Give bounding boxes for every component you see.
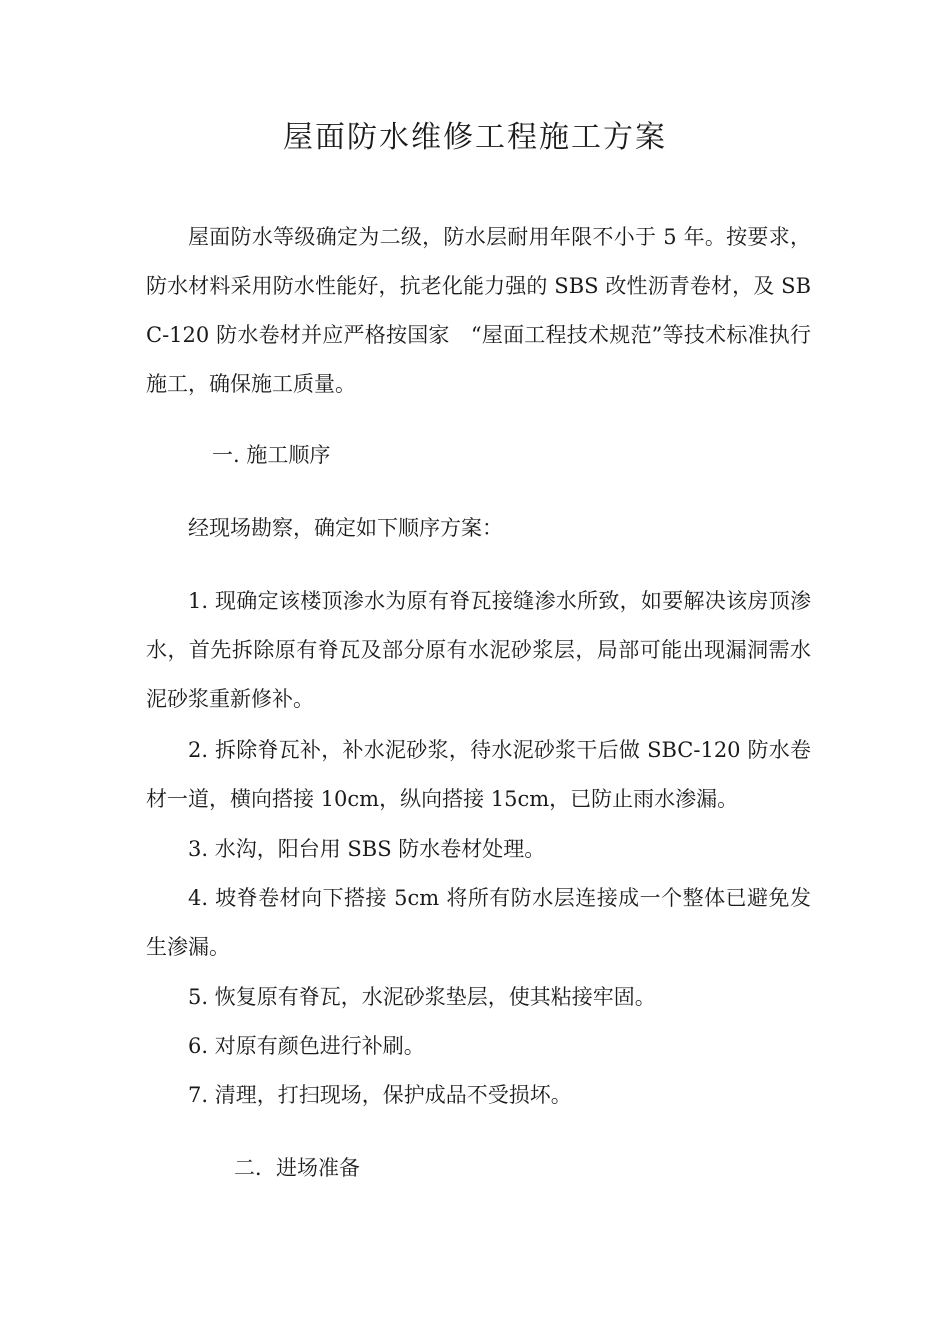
step-7: 7. 清理，打扫现场，保护成品不受损坏。 [188,1083,572,1107]
step-2: 2. 拆除脊瓦补，补水泥砂浆，待水泥砂浆干后做 SBC-120 防水卷材一道，横向搭接 10cm，纵向搭接 15cm，已防止雨水渗漏。 [146,738,811,811]
step-1: 1. 现确定该楼顶渗水为原有脊瓦接缝渗水所致，如要解决该房顶渗水，首先拆除原有脊瓦及部分原有水泥砂浆层，局部可能出现漏洞需水泥砂浆重新修补。 [146,589,811,711]
step-6: 6. 对原有颜色进行补刷。 [188,1034,425,1058]
step-4: 4. 坡脊卷材向下搭接 5cm 将所有防水层连接成一个整体已避免发生渗漏。 [146,886,811,959]
intro-paragraph: 屋面防水等级确定为二级，防水层耐用年限不小于 5 年。按要求，防水材料采用防水性能好，抗老化能力强的 SBS 改性沥青卷材，及 SBC-120 防水卷材并应严格按国家 “屋面工程技术规范”等技术标准执行施工，确保施工质量。 [146,225,811,396]
step-5: 5. 恢复原有脊瓦，水泥砂浆垫层，使其粘接牢固。 [188,985,656,1009]
document-title: 屋面防水维修工程施工方案 [283,120,667,155]
section-heading-site-preparation: 二．进场准备 [234,1156,360,1180]
section-lead-paragraph: 经现场勘察，确定如下顺序方案： [188,516,503,540]
section-heading-construction-sequence: 一. 施工顺序 [212,443,331,467]
step-3: 3. 水沟，阳台用 SBS 防水卷材处理。 [188,837,546,861]
